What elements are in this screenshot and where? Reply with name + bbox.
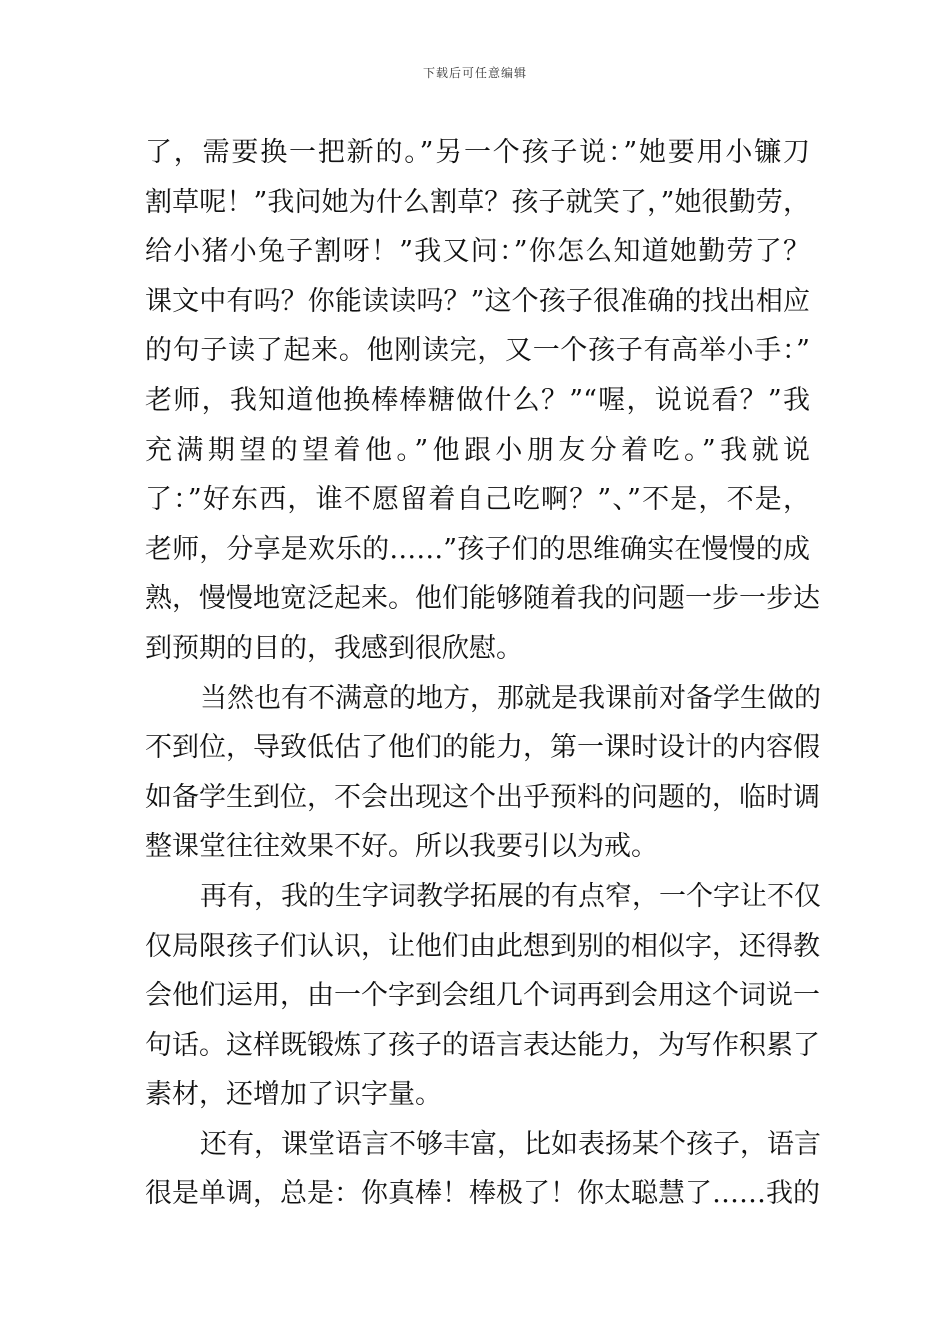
text-line: 不到位，导致低估了他们的能力，第一课时设计的内容假 [145, 732, 820, 764]
text-line: 如备学生到位，不会出现这个出乎预料的问题的，临时调 [145, 781, 820, 813]
text-line: 给小猪小兔子割呀！”我又问：”你怎么知道她勤劳了？ [145, 236, 810, 268]
text-line: 会他们运用，由一个字到会组几个词再到会用这个词说一 [145, 980, 820, 1012]
text-line: 仅局限孩子们认识，让他们由此想到别的相似字，还得教 [145, 930, 820, 962]
text-line: 的句子读了起来。他刚读完，又一个孩子有高举小手：” [145, 335, 810, 367]
text-line: 课文中有吗？你能读读吗？”这个孩子很准确的找出相应 [145, 285, 810, 317]
text-line: 整课堂往往效果不好。所以我要引以为戒。 [145, 831, 658, 863]
paragraph-first-line: 还有，课堂语言不够丰富，比如表扬某个孩子，语言 [200, 1128, 821, 1160]
text-line: 素材，还增加了识字量。 [145, 1079, 442, 1111]
text-line: 老师，我知道他换棒棒糖做什么？”“喔，说说看？”我 [145, 384, 810, 416]
text-line: 句话。这样既锻炼了孩子的语言表达能力，为写作积累了 [145, 1029, 820, 1061]
text-line: 很是单调，总是：你真棒！棒极了！你太聪慧了……我的 [145, 1178, 820, 1210]
text-line: 割草呢！”我问她为什么割草？孩子就笑了，”她很勤劳， [145, 186, 810, 218]
text-line: 了：”好东西，谁不愿留着自己吃啊？”、”不是，不是， [145, 484, 810, 516]
text-line: 熟，慢慢地宽泛起来。他们能够随着我的问题一步一步达 [145, 583, 820, 615]
paragraph-first-line: 再有，我的生字词教学拓展的有点窄，一个字让不仅 [200, 880, 821, 912]
page-header: 下载后可任意编辑 [422, 66, 527, 80]
text-line: 了，需要换一把新的。”另一个孩子说：”她要用小镰刀 [145, 137, 810, 168]
text-line: 老师，分享是欢乐的……”孩子们的思维确实在慢慢的成 [145, 533, 810, 565]
text-line: 到预期的目的，我感到很欣慰。 [145, 632, 523, 664]
document-body [145, 128, 821, 1219]
paragraph-first-line: 当然也有不满意的地方，那就是我课前对备学生做的 [200, 682, 821, 714]
text-line: 充满期望的望着他。”他跟小朋友分着吃。”我就说 [145, 434, 810, 466]
